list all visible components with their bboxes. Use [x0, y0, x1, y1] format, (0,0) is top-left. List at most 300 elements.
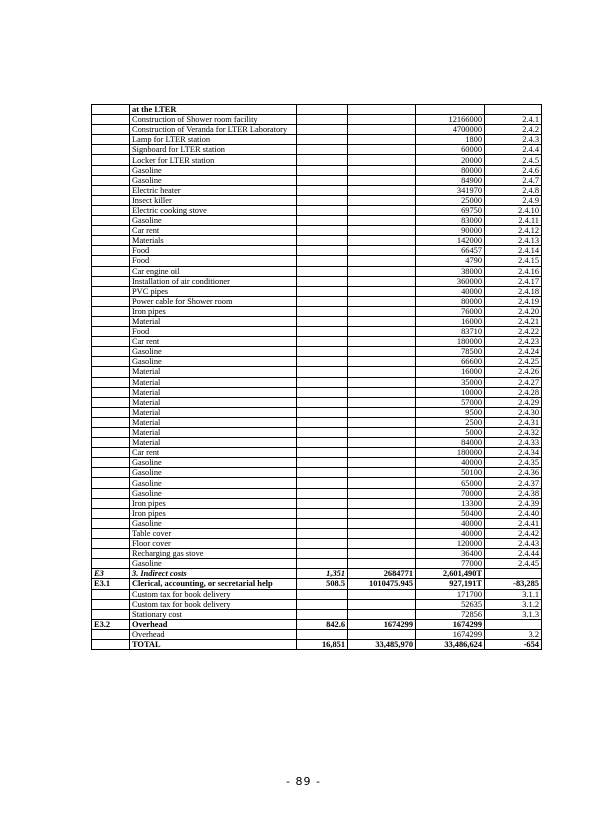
row-code-cell [92, 498, 130, 508]
table-row [92, 478, 542, 488]
row-ref-cell: 2.4.19 [485, 296, 542, 306]
row-ref-cell: 3.1.2 [485, 599, 542, 609]
row-budget-cell [297, 125, 348, 135]
row-budget-cell: 1,351 [297, 569, 348, 579]
row-amount-cell [348, 367, 416, 377]
row-amount-cell [348, 327, 416, 337]
row-ref-cell: 2.4.37 [485, 478, 542, 488]
row-item-cell: Materials [130, 236, 297, 246]
row-budget-cell [297, 397, 348, 407]
table-row [92, 589, 542, 599]
row-budget-cell [297, 185, 348, 195]
row-item-cell: PVC pipes [130, 286, 297, 296]
row-budget-cell [297, 367, 348, 377]
row-amount-cell [348, 549, 416, 559]
table-row [92, 155, 542, 165]
row-amount-cell [348, 488, 416, 498]
row-ref-cell: 2.4.43 [485, 539, 542, 549]
table-row [92, 256, 542, 266]
row-ref-cell: 2.4.31 [485, 417, 542, 427]
row-budget-cell [297, 488, 348, 498]
row-ref-cell: 2.4.16 [485, 266, 542, 276]
row-code-cell [92, 407, 130, 417]
row-budget-cell [297, 589, 348, 599]
row-ref-cell: 2.4.18 [485, 286, 542, 296]
row-budget-cell [297, 458, 348, 468]
row-amount-cell [348, 145, 416, 155]
row-spent-cell: 80000 [416, 165, 485, 175]
row-budget-cell: 16,851 [297, 639, 348, 649]
row-budget-cell [297, 316, 348, 326]
row-budget-cell: 508.5 [297, 579, 348, 589]
table-row [92, 175, 542, 185]
row-budget-cell [297, 226, 348, 236]
row-ref-cell: -654 [485, 639, 542, 649]
row-code-cell [92, 508, 130, 518]
row-ref-cell: 3.1.1 [485, 589, 542, 599]
row-code-cell [92, 266, 130, 276]
table-row [92, 145, 542, 155]
row-budget-cell [297, 417, 348, 427]
table-row [92, 417, 542, 427]
row-budget-cell [297, 135, 348, 145]
row-code-cell [92, 357, 130, 367]
table-row [92, 579, 542, 589]
table-row [92, 468, 542, 478]
row-item-cell: Food [130, 256, 297, 266]
row-item-cell: Food [130, 246, 297, 256]
row-item-cell: Overhead [130, 619, 297, 629]
row-code-cell [92, 236, 130, 246]
row-code-cell [92, 256, 130, 266]
row-item-cell: Gasoline [130, 175, 297, 185]
row-ref-cell: 2.4.12 [485, 226, 542, 236]
row-item-cell: Material [130, 438, 297, 448]
row-spent-cell: 25000 [416, 195, 485, 205]
row-spent-cell: 38000 [416, 266, 485, 276]
table-row [92, 518, 542, 528]
row-code-cell [92, 367, 130, 377]
row-spent-cell: 40000 [416, 528, 485, 538]
row-item-cell: Installation of air conditioner [130, 276, 297, 286]
budget-table-container [91, 104, 539, 650]
table-row [92, 236, 542, 246]
row-amount-cell [348, 195, 416, 205]
row-item-cell: Food [130, 327, 297, 337]
row-ref-cell: 2.4.42 [485, 528, 542, 538]
row-code-cell [92, 478, 130, 488]
row-budget-cell [297, 216, 348, 226]
row-code-cell [92, 165, 130, 175]
row-code-cell [92, 316, 130, 326]
row-code-cell [92, 488, 130, 498]
row-spent-cell: 20000 [416, 155, 485, 165]
row-code-cell [92, 145, 130, 155]
row-spent-cell: 50100 [416, 468, 485, 478]
table-row [92, 629, 542, 639]
row-budget-cell [297, 549, 348, 559]
row-spent-cell: 35000 [416, 377, 485, 387]
table-row [92, 609, 542, 619]
budget-table [91, 104, 542, 650]
table-row [92, 195, 542, 205]
table-row [92, 458, 542, 468]
table-row [92, 246, 542, 256]
row-amount-cell [348, 125, 416, 135]
row-code-cell [92, 438, 130, 448]
row-item-cell: Gasoline [130, 518, 297, 528]
row-budget-cell [297, 296, 348, 306]
row-code-cell [92, 629, 130, 639]
row-amount-cell [348, 296, 416, 306]
row-code-cell [92, 599, 130, 609]
row-spent-cell: 57000 [416, 397, 485, 407]
table-row [92, 549, 542, 559]
row-code-cell [92, 125, 130, 135]
table-row [92, 488, 542, 498]
row-amount-cell [348, 589, 416, 599]
row-amount-cell [348, 438, 416, 448]
row-item-cell: Material [130, 316, 297, 326]
row-budget-cell [297, 407, 348, 417]
table-row [92, 508, 542, 518]
table-row [92, 498, 542, 508]
row-amount-cell [348, 256, 416, 266]
row-item-cell: Material [130, 407, 297, 417]
table-row [92, 528, 542, 538]
row-spent-cell: 12166000 [416, 115, 485, 125]
row-ref-cell: 2.4.23 [485, 337, 542, 347]
row-item-cell: Construction of Shower room facility [130, 115, 297, 125]
row-code-cell [92, 195, 130, 205]
row-item-cell: Car rent [130, 448, 297, 458]
row-code-cell [92, 397, 130, 407]
row-spent-cell: 10000 [416, 387, 485, 397]
row-amount-cell [348, 498, 416, 508]
table-row [92, 327, 542, 337]
row-code-cell [92, 205, 130, 215]
row-budget-cell [297, 508, 348, 518]
row-code-cell [92, 448, 130, 458]
row-amount-cell [348, 518, 416, 528]
row-budget-cell [297, 306, 348, 316]
row-ref-cell: 2.4.27 [485, 377, 542, 387]
row-code-cell [92, 327, 130, 337]
table-row [92, 226, 542, 236]
row-amount-cell [348, 216, 416, 226]
row-budget-cell [297, 256, 348, 266]
row-ref-cell: 2.4.20 [485, 306, 542, 316]
row-spent-cell: 83710 [416, 327, 485, 337]
row-item-cell: Material [130, 397, 297, 407]
row-item-cell: at the LTER [130, 105, 297, 115]
row-budget-cell [297, 327, 348, 337]
table-row [92, 105, 542, 115]
row-code-cell [92, 377, 130, 387]
row-ref-cell: 2.4.3 [485, 135, 542, 145]
row-budget-cell [297, 478, 348, 488]
row-ref-cell: 2.4.28 [485, 387, 542, 397]
row-budget-cell [297, 448, 348, 458]
row-budget-cell [297, 337, 348, 347]
row-budget-cell [297, 498, 348, 508]
row-spent-cell: 90000 [416, 226, 485, 236]
row-ref-cell: 2.4.13 [485, 236, 542, 246]
row-ref-cell: 2.4.22 [485, 327, 542, 337]
row-amount-cell [348, 559, 416, 569]
row-item-cell: Gasoline [130, 458, 297, 468]
row-item-cell: Gasoline [130, 357, 297, 367]
table-row [92, 559, 542, 569]
row-ref-cell: 2.4.34 [485, 448, 542, 458]
row-code-cell [92, 175, 130, 185]
row-ref-cell: 2.4.40 [485, 508, 542, 518]
row-ref-cell: 2.4.45 [485, 559, 542, 569]
row-spent-cell: 50400 [416, 508, 485, 518]
row-item-cell: Stationary cost [130, 609, 297, 619]
row-item-cell: Electric cooking stove [130, 205, 297, 215]
row-amount-cell [348, 629, 416, 639]
row-item-cell: Power cable for Shower room [130, 296, 297, 306]
row-amount-cell [348, 105, 416, 115]
row-ref-cell: 2.4.24 [485, 347, 542, 357]
row-amount-cell [348, 226, 416, 236]
row-spent-cell: 180000 [416, 337, 485, 347]
row-item-cell: Material [130, 377, 297, 387]
row-item-cell: Iron pipes [130, 508, 297, 518]
row-budget-cell [297, 518, 348, 528]
row-spent-cell: 2,601,490T [416, 569, 485, 579]
row-budget-cell [297, 347, 348, 357]
row-ref-cell [485, 569, 542, 579]
table-row [92, 599, 542, 609]
row-item-cell: Recharging gas stove [130, 549, 297, 559]
row-ref-cell: 2.4.5 [485, 155, 542, 165]
row-ref-cell: 2.4.41 [485, 518, 542, 528]
row-item-cell: Material [130, 417, 297, 427]
row-code-cell [92, 226, 130, 236]
row-item-cell: TOTAL [130, 639, 297, 649]
row-spent-cell: 78500 [416, 347, 485, 357]
row-code-cell [92, 216, 130, 226]
table-row [92, 347, 542, 357]
row-item-cell: Material [130, 428, 297, 438]
row-amount-cell [348, 316, 416, 326]
row-budget-cell [297, 438, 348, 448]
table-row [92, 639, 542, 649]
row-amount-cell [348, 428, 416, 438]
row-budget-cell [297, 175, 348, 185]
row-code-cell [92, 639, 130, 649]
table-row [92, 438, 542, 448]
row-amount-cell [348, 539, 416, 549]
row-amount-cell [348, 155, 416, 165]
row-ref-cell: 2.4.36 [485, 468, 542, 478]
row-amount-cell: 1674299 [348, 619, 416, 629]
row-code-cell [92, 347, 130, 357]
row-budget-cell [297, 195, 348, 205]
row-spent-cell: 60000 [416, 145, 485, 155]
row-ref-cell: 2.4.21 [485, 316, 542, 326]
row-budget-cell [297, 428, 348, 438]
row-amount-cell [348, 448, 416, 458]
row-amount-cell [348, 205, 416, 215]
row-spent-cell: 9500 [416, 407, 485, 417]
row-amount-cell [348, 236, 416, 246]
row-budget-cell [297, 205, 348, 215]
row-item-cell: Material [130, 387, 297, 397]
row-item-cell: Gasoline [130, 165, 297, 175]
row-spent-cell: 52635 [416, 599, 485, 609]
row-budget-cell [297, 236, 348, 246]
row-code-cell [92, 609, 130, 619]
row-amount-cell [348, 357, 416, 367]
row-spent-cell: 2500 [416, 417, 485, 427]
row-code-cell: E3.2 [92, 619, 130, 629]
row-budget-cell [297, 276, 348, 286]
row-amount-cell [348, 337, 416, 347]
row-item-cell: 3. Indirect costs [130, 569, 297, 579]
row-item-cell: Custom tax for book delivery [130, 589, 297, 599]
row-spent-cell: 4700000 [416, 125, 485, 135]
row-spent-cell: 16000 [416, 367, 485, 377]
row-budget-cell [297, 155, 348, 165]
row-ref-cell: 2.4.4 [485, 145, 542, 155]
row-code-cell [92, 185, 130, 195]
row-ref-cell: 2.4.33 [485, 438, 542, 448]
row-amount-cell [348, 266, 416, 276]
row-budget-cell [297, 609, 348, 619]
row-spent-cell: 341970 [416, 185, 485, 195]
row-code-cell [92, 337, 130, 347]
row-budget-cell: 842.6 [297, 619, 348, 629]
row-item-cell: Material [130, 367, 297, 377]
row-ref-cell: 2.4.11 [485, 216, 542, 226]
row-amount-cell [348, 397, 416, 407]
row-item-cell: Clerical, accounting, or secretarial help [130, 579, 297, 589]
row-spent-cell: 77000 [416, 559, 485, 569]
row-ref-cell: 2.4.30 [485, 407, 542, 417]
row-spent-cell: 72856 [416, 609, 485, 619]
row-ref-cell [485, 105, 542, 115]
row-amount-cell [348, 609, 416, 619]
row-budget-cell [297, 387, 348, 397]
row-ref-cell: 2.4.38 [485, 488, 542, 498]
row-ref-cell: 2.4.6 [485, 165, 542, 175]
row-item-cell: Car engine oil [130, 266, 297, 276]
row-amount-cell [348, 599, 416, 609]
page-number: - 89 - [286, 775, 321, 788]
row-code-cell [92, 528, 130, 538]
row-ref-cell: 3.2 [485, 629, 542, 639]
row-spent-cell: 13300 [416, 498, 485, 508]
row-item-cell: Gasoline [130, 347, 297, 357]
row-code-cell [92, 296, 130, 306]
row-item-cell: Car rent [130, 337, 297, 347]
row-ref-cell: 2.4.7 [485, 175, 542, 185]
row-amount-cell [348, 165, 416, 175]
row-item-cell: Gasoline [130, 488, 297, 498]
row-code-cell [92, 589, 130, 599]
row-amount-cell [348, 246, 416, 256]
row-spent-cell: 65000 [416, 478, 485, 488]
row-ref-cell: 2.4.44 [485, 549, 542, 559]
row-amount-cell [348, 417, 416, 427]
table-row [92, 539, 542, 549]
table-row [92, 185, 542, 195]
row-budget-cell [297, 357, 348, 367]
row-ref-cell: 2.4.8 [485, 185, 542, 195]
table-row [92, 296, 542, 306]
row-budget-cell [297, 145, 348, 155]
row-spent-cell: 1800 [416, 135, 485, 145]
row-code-cell [92, 549, 130, 559]
row-budget-cell [297, 559, 348, 569]
table-row [92, 125, 542, 135]
row-item-cell: Locker for LTER station [130, 155, 297, 165]
row-spent-cell: 66457 [416, 246, 485, 256]
row-item-cell: Floor cover [130, 539, 297, 549]
row-ref-cell: 2.4.1 [485, 115, 542, 125]
row-ref-cell: 2.4.10 [485, 205, 542, 215]
row-amount-cell [348, 468, 416, 478]
table-row [92, 619, 542, 629]
row-code-cell [92, 115, 130, 125]
row-item-cell: Gasoline [130, 559, 297, 569]
row-ref-cell: 2.4.17 [485, 276, 542, 286]
row-amount-cell: 1010475.945 [348, 579, 416, 589]
row-amount-cell: 33,485,970 [348, 639, 416, 649]
row-item-cell: Table cover [130, 528, 297, 538]
budget-table-body [92, 105, 542, 650]
row-code-cell [92, 135, 130, 145]
row-amount-cell [348, 306, 416, 316]
row-code-cell: E3 [92, 569, 130, 579]
row-budget-cell [297, 629, 348, 639]
row-code-cell [92, 276, 130, 286]
table-row [92, 286, 542, 296]
row-spent-cell: 80000 [416, 296, 485, 306]
row-spent-cell: 360000 [416, 276, 485, 286]
row-spent-cell: 70000 [416, 488, 485, 498]
row-spent-cell: 180000 [416, 448, 485, 458]
row-spent-cell: 84900 [416, 175, 485, 185]
row-spent-cell: 76000 [416, 306, 485, 316]
row-spent-cell: 927,191T [416, 579, 485, 589]
table-row [92, 428, 542, 438]
row-amount-cell [348, 407, 416, 417]
row-spent-cell: 69750 [416, 205, 485, 215]
table-row [92, 357, 542, 367]
row-spent-cell: 16000 [416, 316, 485, 326]
table-row [92, 407, 542, 417]
row-item-cell: Overhead [130, 629, 297, 639]
table-row [92, 377, 542, 387]
row-item-cell: Car rent [130, 226, 297, 236]
table-row [92, 115, 542, 125]
row-budget-cell [297, 246, 348, 256]
row-budget-cell [297, 528, 348, 538]
table-row [92, 337, 542, 347]
row-spent-cell: 120000 [416, 539, 485, 549]
table-row [92, 448, 542, 458]
row-budget-cell [297, 266, 348, 276]
row-code-cell [92, 387, 130, 397]
row-item-cell: Iron pipes [130, 306, 297, 316]
row-ref-cell: 2.4.32 [485, 428, 542, 438]
row-budget-cell [297, 165, 348, 175]
row-spent-cell: 66600 [416, 357, 485, 367]
